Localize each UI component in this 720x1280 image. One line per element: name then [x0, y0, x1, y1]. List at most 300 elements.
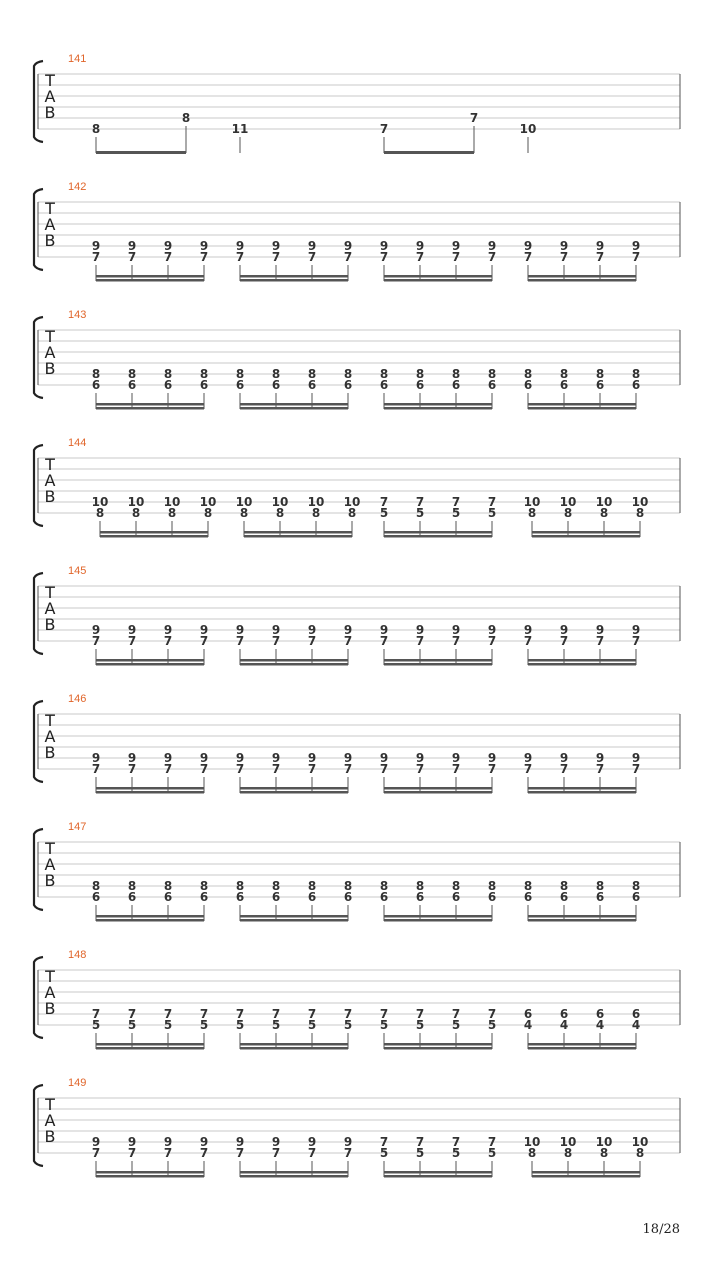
fret-number: 6: [91, 378, 101, 392]
fret-number: 5: [343, 1018, 353, 1032]
fret-number: 7: [379, 250, 389, 264]
tab-clef-letter: B: [44, 231, 56, 250]
fret-number: 7: [559, 762, 569, 776]
fret-number: 5: [307, 1018, 317, 1032]
tab-system: [34, 565, 680, 666]
fret-number: 9: [631, 623, 641, 637]
fret-number: 7: [415, 1135, 425, 1149]
tab-clef-letter: A: [44, 471, 56, 490]
fret-number: 9: [487, 239, 497, 253]
tab-system: [34, 181, 680, 282]
fret-number: 7: [163, 250, 173, 264]
fret-number: 9: [451, 239, 461, 253]
fret-number: 9: [271, 751, 281, 765]
fret-number: 8: [271, 879, 281, 893]
fret-number: 6: [235, 890, 245, 904]
note-beam: [384, 1047, 492, 1050]
fret-number: 6: [631, 890, 641, 904]
fret-number: 8: [451, 879, 461, 893]
fret-number: 8: [95, 506, 105, 520]
note-beam: [96, 275, 204, 278]
tab-clef-letter: A: [44, 599, 56, 618]
fret-number: 7: [379, 762, 389, 776]
fret-number: 8: [635, 506, 645, 520]
fret-number: 7: [271, 634, 281, 648]
fret-number: 10: [163, 495, 181, 509]
fret-number: 9: [235, 239, 245, 253]
fret-number: 9: [235, 623, 245, 637]
fret-number: 6: [523, 378, 533, 392]
tab-clef-letter: B: [44, 487, 56, 506]
note-beam: [528, 919, 636, 922]
note-beam: [240, 1043, 348, 1046]
note-beam: [384, 791, 492, 794]
fret-number: 8: [563, 1146, 573, 1160]
note-beam: [100, 535, 208, 538]
fret-number: 7: [307, 1146, 317, 1160]
fret-number: 8: [311, 506, 321, 520]
fret-number: 7: [523, 762, 533, 776]
fret-number: 10: [199, 495, 217, 509]
tab-clef-letter: B: [44, 103, 56, 122]
fret-number: 9: [559, 239, 569, 253]
fret-number: 8: [307, 879, 317, 893]
fret-number: 6: [415, 890, 425, 904]
fret-number: 4: [595, 1018, 605, 1032]
page-number: 18/28: [642, 1222, 680, 1237]
fret-number: 9: [199, 751, 209, 765]
note-beam: [384, 403, 492, 406]
fret-number: 9: [487, 623, 497, 637]
fret-number: 7: [415, 250, 425, 264]
note-beam: [96, 279, 204, 282]
fret-number: 7: [235, 1007, 245, 1021]
tab-clef-letter: A: [44, 1111, 56, 1130]
fret-number: 8: [181, 111, 191, 125]
note-beam: [244, 531, 352, 534]
note-beam: [96, 407, 204, 410]
fret-number: 8: [343, 879, 353, 893]
fret-number: 9: [127, 751, 137, 765]
tab-clef-letter: A: [44, 983, 56, 1002]
fret-number: 10: [91, 495, 109, 509]
fret-number: 10: [523, 1135, 541, 1149]
fret-number: 8: [199, 879, 209, 893]
fret-number: 7: [163, 762, 173, 776]
note-beam: [240, 275, 348, 278]
note-beam: [528, 407, 636, 410]
fret-number: 5: [487, 1146, 497, 1160]
fret-number: 9: [127, 239, 137, 253]
fret-number: 8: [415, 367, 425, 381]
note-beam: [96, 1171, 204, 1174]
fret-number: 9: [271, 623, 281, 637]
fret-number: 5: [379, 1018, 389, 1032]
tab-clef-letter: T: [45, 839, 55, 858]
fret-number: 7: [451, 1007, 461, 1021]
tab-system: [34, 949, 680, 1050]
fret-number: 9: [415, 751, 425, 765]
note-beam: [532, 1175, 640, 1178]
fret-number: 8: [635, 1146, 645, 1160]
tab-clef-letter: B: [44, 1127, 56, 1146]
fret-number: 8: [527, 1146, 537, 1160]
fret-number: 9: [271, 239, 281, 253]
fret-number: 7: [451, 634, 461, 648]
fret-number: 9: [163, 239, 173, 253]
fret-number: 7: [487, 634, 497, 648]
fret-number: 9: [379, 751, 389, 765]
note-beam: [528, 1043, 636, 1046]
fret-number: 10: [271, 495, 289, 509]
fret-number: 9: [631, 239, 641, 253]
note-beam: [240, 659, 348, 662]
fret-number: 7: [163, 1146, 173, 1160]
fret-number: 7: [235, 250, 245, 264]
note-beam: [384, 279, 492, 282]
fret-number: 9: [523, 623, 533, 637]
fret-number: 9: [127, 1135, 137, 1149]
note-beam: [532, 531, 640, 534]
fret-number: 9: [307, 623, 317, 637]
note-beam: [528, 275, 636, 278]
fret-number: 7: [307, 250, 317, 264]
fret-number: 5: [487, 1018, 497, 1032]
fret-number: 10: [559, 495, 577, 509]
fret-number: 8: [347, 506, 357, 520]
fret-number: 6: [559, 378, 569, 392]
note-beam: [96, 1047, 204, 1050]
tab-clef-letter: B: [44, 615, 56, 634]
fret-number: 7: [379, 122, 389, 136]
fret-number: 6: [595, 890, 605, 904]
fret-number: 9: [343, 623, 353, 637]
fret-number: 6: [163, 378, 173, 392]
fret-number: 9: [343, 1135, 353, 1149]
tab-system: [34, 693, 680, 794]
fret-number: 5: [415, 1018, 425, 1032]
fret-number: 8: [203, 506, 213, 520]
note-beam: [384, 919, 492, 922]
fret-number: 8: [91, 122, 101, 136]
fret-number: 9: [91, 751, 101, 765]
fret-number: 9: [163, 1135, 173, 1149]
fret-number: 8: [559, 879, 569, 893]
fret-number: 8: [199, 367, 209, 381]
fret-number: 9: [235, 751, 245, 765]
fret-number: 8: [167, 506, 177, 520]
fret-number: 8: [487, 879, 497, 893]
fret-number: 8: [523, 879, 533, 893]
fret-number: 7: [415, 762, 425, 776]
fret-number: 7: [343, 762, 353, 776]
fret-number: 8: [631, 367, 641, 381]
fret-number: 5: [127, 1018, 137, 1032]
fret-number: 6: [235, 378, 245, 392]
note-beam: [96, 919, 204, 922]
note-beam: [100, 531, 208, 534]
note-beam: [384, 407, 492, 410]
fret-number: 7: [487, 1135, 497, 1149]
fret-number: 9: [127, 623, 137, 637]
fret-number: 8: [343, 367, 353, 381]
fret-number: 9: [523, 751, 533, 765]
fret-number: 6: [379, 378, 389, 392]
fret-number: 5: [379, 1146, 389, 1160]
fret-number: 9: [91, 623, 101, 637]
fret-number: 7: [415, 634, 425, 648]
fret-number: 6: [199, 378, 209, 392]
fret-number: 7: [91, 762, 101, 776]
fret-number: 7: [235, 762, 245, 776]
tab-clef-letter: B: [44, 359, 56, 378]
fret-number: 8: [91, 879, 101, 893]
fret-number: 7: [343, 250, 353, 264]
fret-number: 5: [199, 1018, 209, 1032]
fret-number: 10: [343, 495, 361, 509]
fret-number: 7: [451, 1135, 461, 1149]
fret-number: 7: [631, 250, 641, 264]
fret-number: 8: [379, 879, 389, 893]
fret-number: 10: [595, 495, 613, 509]
fret-number: 8: [307, 367, 317, 381]
fret-number: 7: [415, 1007, 425, 1021]
fret-number: 7: [595, 250, 605, 264]
fret-number: 7: [451, 495, 461, 509]
fret-number: 8: [131, 506, 141, 520]
fret-number: 10: [519, 122, 537, 136]
fret-number: 6: [163, 890, 173, 904]
tab-clef-letter: B: [44, 743, 56, 762]
fret-number: 8: [487, 367, 497, 381]
measure-number: 141: [68, 53, 87, 65]
note-beam: [384, 1175, 492, 1178]
fret-number: 5: [379, 506, 389, 520]
tab-clef-letter: T: [45, 583, 55, 602]
measure-number: 142: [68, 181, 87, 193]
fret-number: 9: [91, 1135, 101, 1149]
fret-number: 6: [91, 890, 101, 904]
fret-number: 7: [127, 762, 137, 776]
note-beam: [528, 1047, 636, 1050]
fret-number: 7: [343, 1146, 353, 1160]
note-beam: [528, 663, 636, 666]
note-beam: [96, 791, 204, 794]
tab-clef-letter: A: [44, 343, 56, 362]
fret-number: 7: [343, 634, 353, 648]
note-beam: [240, 1047, 348, 1050]
tab-system: [34, 53, 680, 154]
measure-number: 143: [68, 309, 87, 321]
fret-number: 8: [451, 367, 461, 381]
fret-number: 6: [631, 378, 641, 392]
measure-number: 145: [68, 565, 87, 577]
fret-number: 6: [595, 378, 605, 392]
fret-number: 6: [127, 378, 137, 392]
measure-number: 144: [68, 437, 87, 449]
fret-number: 7: [91, 1146, 101, 1160]
fret-number: 7: [379, 634, 389, 648]
fret-number: 7: [199, 634, 209, 648]
note-beam: [240, 791, 348, 794]
fret-number: 7: [307, 1007, 317, 1021]
fret-number: 7: [271, 1007, 281, 1021]
fret-number: 5: [91, 1018, 101, 1032]
fret-number: 8: [599, 1146, 609, 1160]
tab-clef-letter: A: [44, 87, 56, 106]
fret-number: 8: [415, 879, 425, 893]
note-beam: [384, 1043, 492, 1046]
fret-number: 8: [595, 367, 605, 381]
fret-number: 10: [631, 1135, 649, 1149]
fret-number: 8: [235, 367, 245, 381]
fret-number: 7: [343, 1007, 353, 1021]
note-beam: [244, 535, 352, 538]
fret-number: 6: [343, 890, 353, 904]
fret-number: 11: [231, 122, 249, 136]
fret-number: 6: [271, 378, 281, 392]
fret-number: 8: [91, 367, 101, 381]
tab-clef-letter: T: [45, 71, 55, 90]
note-beam: [96, 787, 204, 790]
fret-number: 5: [271, 1018, 281, 1032]
note-beam: [240, 663, 348, 666]
fret-number: 9: [379, 623, 389, 637]
fret-number: 6: [343, 378, 353, 392]
fret-number: 7: [631, 634, 641, 648]
fret-number: 6: [559, 890, 569, 904]
fret-number: 8: [127, 879, 137, 893]
note-beam: [528, 791, 636, 794]
tab-clef-letter: T: [45, 1095, 55, 1114]
fret-number: 10: [631, 495, 649, 509]
fret-number: 7: [415, 495, 425, 509]
fret-number: 4: [559, 1018, 569, 1032]
fret-number: 7: [451, 250, 461, 264]
fret-number: 9: [199, 239, 209, 253]
fret-number: 9: [415, 623, 425, 637]
fret-number: 9: [307, 239, 317, 253]
tab-system: [34, 437, 680, 538]
fret-number: 8: [631, 879, 641, 893]
fret-number: 10: [595, 1135, 613, 1149]
tab-system: [34, 309, 680, 410]
fret-number: 5: [487, 506, 497, 520]
fret-number: 8: [127, 367, 137, 381]
note-beam: [384, 787, 492, 790]
tab-system: [34, 1077, 680, 1178]
fret-number: 7: [199, 250, 209, 264]
fret-number: 9: [163, 623, 173, 637]
tab-clef-letter: B: [44, 871, 56, 890]
fret-number: 9: [451, 751, 461, 765]
note-beam: [96, 1043, 204, 1046]
fret-number: 10: [307, 495, 325, 509]
note-beam: [96, 403, 204, 406]
fret-number: 7: [199, 1146, 209, 1160]
fret-number: 6: [523, 890, 533, 904]
note-beam: [96, 659, 204, 662]
tab-clef-letter: T: [45, 199, 55, 218]
fret-number: 7: [127, 1146, 137, 1160]
note-beam: [528, 915, 636, 918]
fret-number: 9: [559, 751, 569, 765]
fret-number: 7: [487, 250, 497, 264]
fret-number: 7: [487, 495, 497, 509]
note-beam: [384, 1171, 492, 1174]
fret-number: 7: [631, 762, 641, 776]
fret-number: 6: [127, 890, 137, 904]
fret-number: 9: [595, 623, 605, 637]
fret-number: 7: [127, 250, 137, 264]
tab-clef-letter: A: [44, 727, 56, 746]
fret-number: 6: [595, 1007, 605, 1021]
fret-number: 7: [163, 1007, 173, 1021]
fret-number: 7: [199, 762, 209, 776]
fret-number: 9: [163, 751, 173, 765]
measure-number: 149: [68, 1077, 87, 1089]
fret-number: 8: [523, 367, 533, 381]
fret-number: 6: [199, 890, 209, 904]
fret-number: 6: [559, 1007, 569, 1021]
fret-number: 6: [487, 890, 497, 904]
fret-number: 8: [239, 506, 249, 520]
fret-number: 9: [199, 1135, 209, 1149]
note-beam: [384, 531, 492, 534]
fret-number: 9: [451, 623, 461, 637]
note-beam: [240, 407, 348, 410]
fret-number: 6: [307, 890, 317, 904]
note-beam: [240, 787, 348, 790]
fret-number: 8: [595, 879, 605, 893]
fret-number: 8: [379, 367, 389, 381]
fret-number: 10: [127, 495, 145, 509]
fret-number: 7: [235, 634, 245, 648]
fret-number: 6: [415, 378, 425, 392]
fret-number: 6: [307, 378, 317, 392]
note-beam: [96, 663, 204, 666]
fret-number: 8: [271, 367, 281, 381]
fret-number: 10: [559, 1135, 577, 1149]
fret-number: 9: [91, 239, 101, 253]
fret-number: 7: [559, 250, 569, 264]
fret-number: 8: [163, 367, 173, 381]
note-beam: [96, 915, 204, 918]
fret-number: 7: [379, 1135, 389, 1149]
fret-number: 9: [271, 1135, 281, 1149]
fret-number: 6: [523, 1007, 533, 1021]
note-beam: [240, 1175, 348, 1178]
tab-clef-letter: A: [44, 855, 56, 874]
measure-number: 147: [68, 821, 87, 833]
fret-number: 7: [451, 762, 461, 776]
note-beam: [384, 151, 474, 154]
fret-number: 5: [163, 1018, 173, 1032]
fret-number: 9: [379, 239, 389, 253]
fret-number: 8: [599, 506, 609, 520]
fret-number: 9: [595, 239, 605, 253]
fret-number: 7: [235, 1146, 245, 1160]
fret-number: 6: [271, 890, 281, 904]
fret-number: 9: [631, 751, 641, 765]
note-beam: [528, 279, 636, 282]
fret-number: 8: [527, 506, 537, 520]
note-beam: [384, 275, 492, 278]
fret-number: 9: [235, 1135, 245, 1149]
note-beam: [384, 659, 492, 662]
fret-number: 7: [523, 634, 533, 648]
fret-number: 5: [235, 1018, 245, 1032]
